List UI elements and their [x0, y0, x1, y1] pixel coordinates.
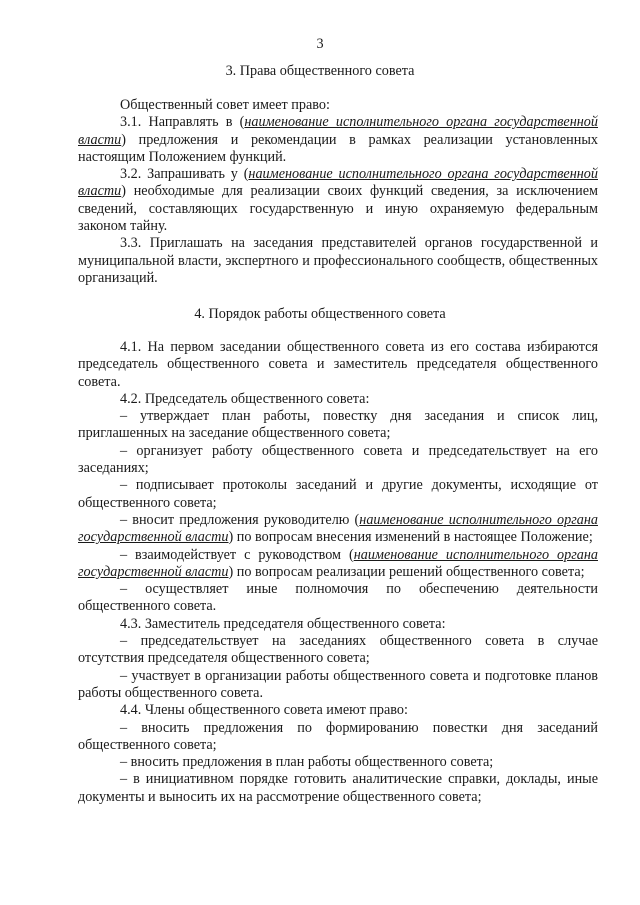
clause-4-2-item-4-text: – вносит предложения руководителю (: [120, 511, 360, 528]
section-3-intro: Общественный совет имеет право:: [120, 97, 330, 113]
clause-4-2-item-4: [78, 512, 598, 547]
clause-3-1-text: 3.1. Направлять в (: [120, 114, 245, 131]
clause-4-2-item-3: – подписывает протоколы заседаний и другие документы, исходящие от общественного совета;: [78, 477, 598, 511]
clause-3-1-text-end: ) предложения и рекомендации в рамках реализации установленных настоящим Положением функций.: [78, 131, 598, 165]
section-3-heading: 3. Права общественного совета: [225, 63, 415, 79]
clause-3-2-placeholder: наименование исполнительного органа государственной власти: [78, 166, 598, 200]
clause-3-2-text-end: ) необходимые для реализации своих функций сведения, за исключением сведений, составляющих государственную и иную охраняемую федеральным законом тайну.: [78, 183, 598, 235]
clause-4-2-item-2: – организует работу общественного совета и председательствует на его заседаниях;: [78, 442, 598, 477]
clause-4-4-item-3: – в инициативном порядке готовить аналитические справки, доклады, иные документы и выносить их на рассмотрение общественного совета;: [78, 771, 598, 805]
section-4-heading: 4. Порядок работы общественного совета: [194, 306, 446, 322]
clause-4-1: 4.1. На первом заседании общественного совета из его состава избираются председатель общественного совета и заместитель председателя общественного совета.: [78, 339, 598, 390]
clause-4-2-item-5-placeholder: наименование исполнительного органа государственной власти: [78, 546, 598, 580]
clause-4-2-item-5-text-end: ) по вопросам реализации решений общественного совета;: [228, 563, 585, 580]
clause-4-4: 4.4. Члены общественного совета имеют право:: [120, 702, 408, 719]
clause-4-2: 4.2. Председатель общественного совета:: [120, 390, 370, 407]
section-3-body: [78, 97, 598, 287]
clause-3-1: [78, 114, 598, 166]
clause-4-2-item-4-placeholder: наименование исполнительного органа государственной власти: [78, 511, 598, 546]
clause-4-2-item-4-text-end: ) по вопросам внесения изменений в настоящее Положение;: [228, 529, 593, 546]
clause-3-2-text: 3.2. Запрашивать у (: [120, 166, 249, 183]
clause-3-3: 3.3. Приглашать на заседания представителей органов государственной и муниципальной власти, экспертного и профессионального сообществ, общественных организаций.: [78, 235, 598, 286]
clause-4-3: 4.3. Заместитель председателя общественного совета:: [120, 615, 446, 632]
clause-4-2-item-5: [78, 547, 598, 582]
clause-3-1-placeholder: наименование исполнительного органа государственной власти: [78, 114, 598, 148]
clause-4-3-item-1: – председательствует на заседаниях общественного совета в случае отсутствия председателя общественного совета;: [78, 633, 598, 667]
clause-4-2-item-5-text: – взаимодействует с руководством (: [120, 546, 354, 563]
clause-4-3-item-2: – участвует в организации работы общественного совета и подготовке планов работы общественного совета.: [78, 667, 598, 701]
clause-4-4-item-1: – вносить предложения по формированию повестки дня заседаний общественного совета;: [78, 719, 598, 753]
clause-4-2-item-6: – осуществляет иные полномочия по обеспечению деятельности общественного совета.: [78, 581, 598, 615]
page-number: 3: [316, 36, 324, 52]
clause-4-4-item-2: – вносить предложения в план работы общественного совета;: [120, 754, 494, 771]
clause-4-2-item-1: – утверждает план работы, повестку дня заседания и список лиц, приглашенных на заседание общественного совета;: [78, 408, 598, 442]
clause-3-2: [78, 166, 598, 235]
section-4-body: [78, 339, 598, 806]
